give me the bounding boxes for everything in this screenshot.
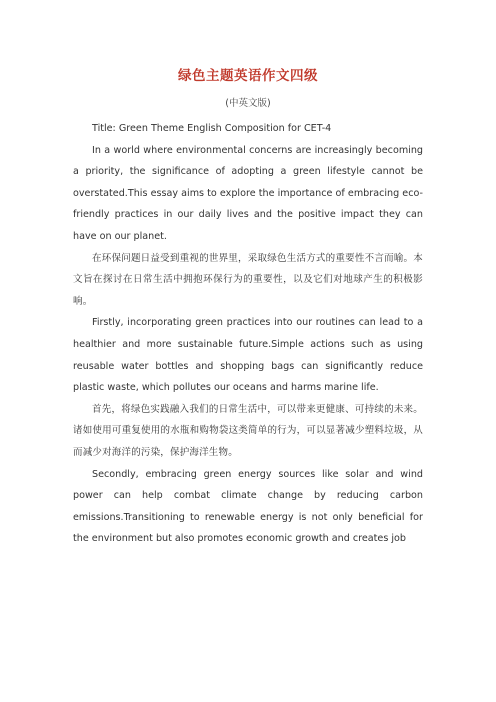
heading-line: Title: Green Theme English Composition for CET-4 (92, 123, 332, 134)
paragraph-en-3: Secondly, embracing green energy sources like solar and wind power can help combat climate change by reducing carbon emissions.Transitioning to renewable energy is not only beneficial for the environment but also promotes economic growth and creates job (73, 468, 423, 545)
paragraph-zh-1: 在环保问题日益受到重视的世界里，采取绿色生活方式的重要性不言而喻。本文旨在探讨在日常生活中拥抱环保行为的重要性，以及它们对地球产生的积极影响。 (73, 252, 423, 307)
document-subtitle: (中英文版) (225, 98, 271, 109)
paragraph-zh-2: 首先，将绿色实践融入我们的日常生活中，可以带来更健康、可持续的未来。诸如使用可重复使用的水瓶和购物袋这类简单的行为，可以显著减少塑料垃圾，从而减少对海洋的污染，保护海洋生物。 (73, 403, 423, 458)
paragraph-en-1: In a world where environmental concerns are increasingly becoming a priority, the significance of adopting a green lifestyle cannot be overstated.This essay aims to explore the importance of embracing eco-friendly practices in our daily lives and the positive impact they can have on our planet. (73, 144, 423, 242)
paragraph-en-2: Firstly, incorporating green practices into our routines can lead to a healthier and more sustainable future.Simple actions such as using reusable water bottles and shopping bags can significantly reduce plastic waste, which pollutes our oceans and harms marine life. (73, 317, 423, 394)
document-body (73, 118, 423, 550)
document-title: 绿色主题英语作文四级 (178, 68, 318, 84)
